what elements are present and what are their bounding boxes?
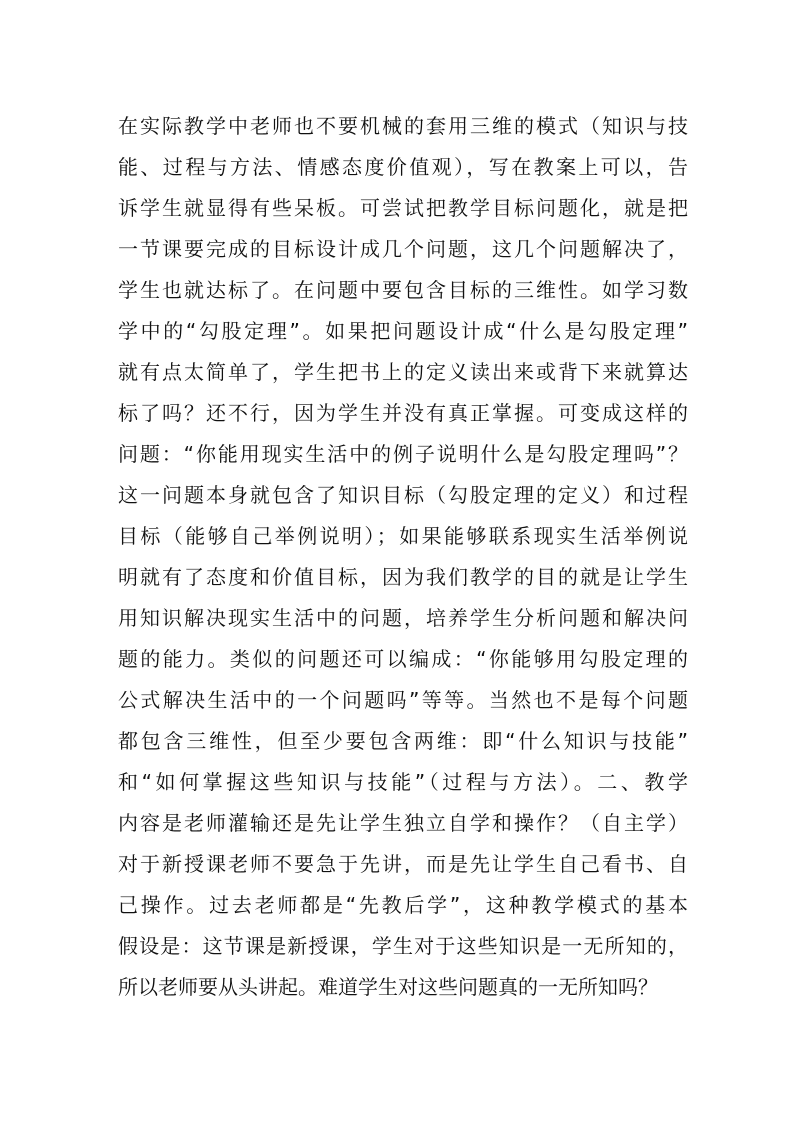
text-line: 目标（能够自己举例说明）；如果能够联系现实生活举例说 xyxy=(118,524,688,548)
text-line: 一节课要完成的目标设计成几个问题，这几个问题解决了， xyxy=(118,237,688,261)
text-line: 标了吗？还不行，因为学生并没有真正掌握。可变成这样的 xyxy=(118,401,688,425)
text-line: 就有点太简单了，学生把书上的定义读出来或背下来就算达 xyxy=(118,360,688,384)
text-line: 能、过程与方法、情感态度价值观），写在教案上可以，告 xyxy=(118,155,688,179)
text-line: 假设是：这节课是新授课，学生对于这些知识是一无所知的， xyxy=(118,934,688,958)
text-line: 问题：“你能用现实生活中的例子说明什么是勾股定理吗”？ xyxy=(118,442,688,466)
text-line: 这一问题本身就包含了知识目标（勾股定理的定义）和过程 xyxy=(118,483,688,507)
text-line: 内容是老师灌输还是先让学生独立自学和操作？（自主学） xyxy=(118,811,688,835)
text-line: 在实际教学中老师也不要机械的套用三维的模式（知识与技 xyxy=(118,114,688,138)
text-line: 公式解决生活中的一个问题吗”等等。当然也不是每个问题 xyxy=(118,688,688,712)
text-line: 用知识解决现实生活中的问题，培养学生分析问题和解决问 xyxy=(118,606,688,630)
text-line: 对于新授课老师不要急于先讲，而是先让学生自己看书、自 xyxy=(118,852,688,876)
text-line: 题的能力。类似的问题还可以编成：“你能够用勾股定理的 xyxy=(118,647,688,671)
text-line: 都包含三维性，但至少要包含两维：即“什么知识与技能” xyxy=(118,729,688,753)
text-line: 所以老师要从头讲起。难道学生对这些问题真的一无所知吗？ xyxy=(118,975,658,999)
text-line: 明就有了态度和价值目标，因为我们教学的目的就是让学生 xyxy=(118,565,688,589)
text-line: 学中的“勾股定理”。如果把问题设计成“什么是勾股定理” xyxy=(118,319,688,343)
text-line: 己操作。过去老师都是“先教后学”，这种教学模式的基本 xyxy=(118,893,688,917)
text-line: 学生也就达标了。在问题中要包含目标的三维性。如学习数 xyxy=(118,278,688,302)
body-paragraph xyxy=(118,106,688,1008)
text-line: 诉学生就显得有些呆板。可尝试把教学目标问题化，就是把 xyxy=(118,196,688,220)
text-line: 和“如何掌握这些知识与技能”（过程与方法）。二、教学 xyxy=(118,770,688,794)
